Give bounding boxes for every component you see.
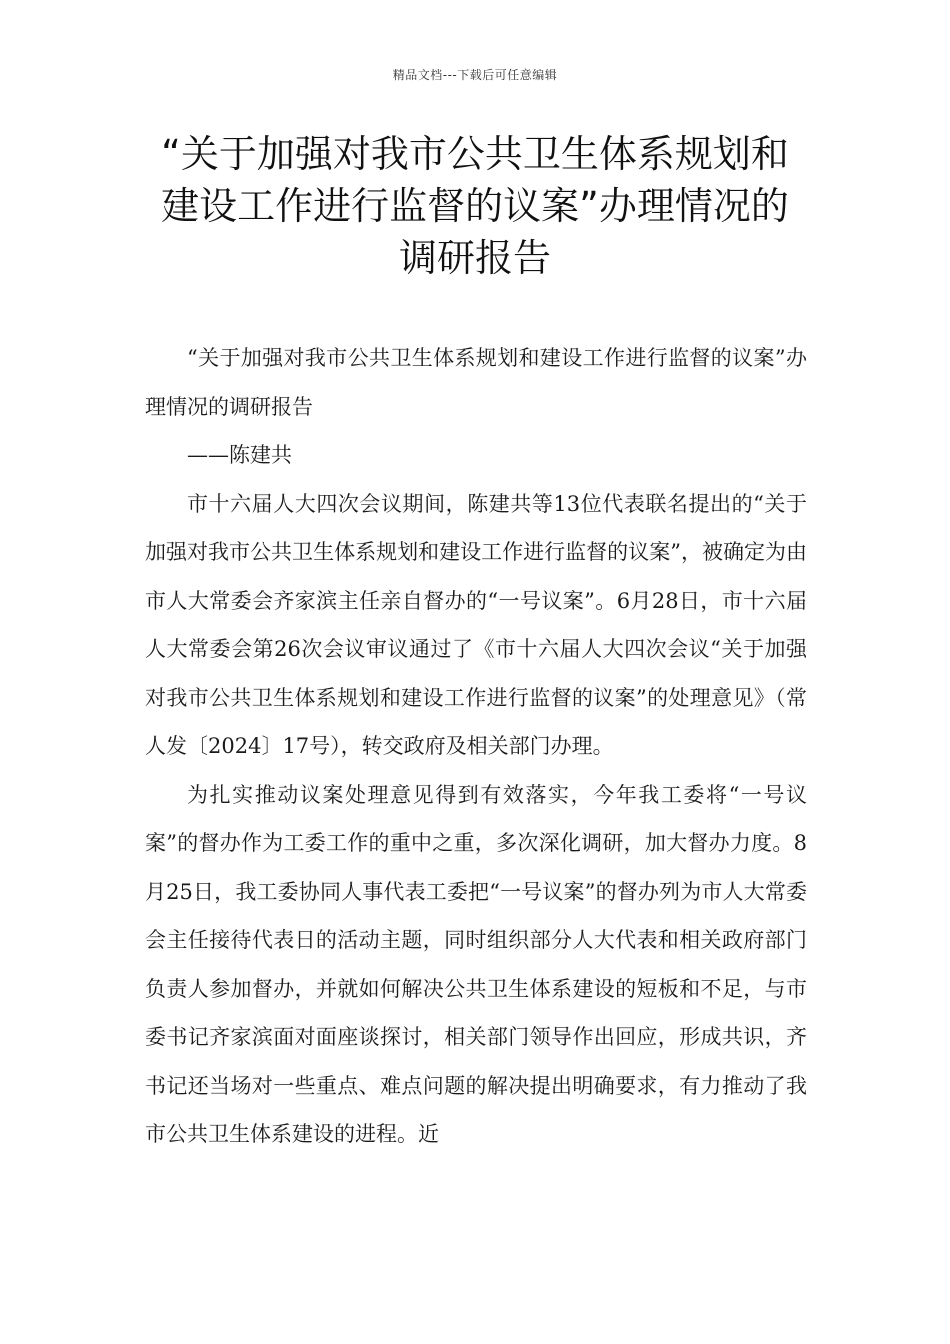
title-line: 调研报告	[398, 236, 551, 280]
title-line: 建设工作进行监督的议案”办理情况的	[161, 184, 789, 228]
header-note: 精品文档---下载后可任意编辑	[392, 68, 558, 82]
paragraph-subtitle: “关于加强对我市公共卫生体系规划和建设工作进行监督的议案”办理情况的调研报告	[145, 346, 807, 419]
document-body	[145, 334, 807, 1159]
title-line: “关于加强对我市公共卫生体系规划和	[161, 132, 789, 176]
paragraph-body: 市十六届人大四次会议期间，陈建共等13位代表联名提出的“关于加强对我市公共卫生体系规划和建设工作进行监督的议案”，被确定为由市人大常委会齐家滨主任亲自督办的“一号议案”。6月28日，市十六届人大常委会第26次会议审议通过了《市十六届人大四次会议“关于加强对我市公共卫生体系规划和建设工作进行监督的议案”的处理意见》（常人发〔2024〕17号），转交政府及相关部门办理。	[145, 491, 807, 758]
document-title	[140, 128, 810, 284]
paragraph-author: ——陈建共	[187, 443, 292, 467]
paragraph-body: 为扎实推动议案处理意见得到有效落实，今年我工委将“一号议案”的督办作为工委工作的重中之重，多次深化调研，加大督办力度。8月25日，我工委协同人事代表工委把“一号议案”的督办列为市人大常委会主任接待代表日的活动主题，同时组织部分人大代表和相关政府部门负责人参加督办，并就如何解决公共卫生体系建设的短板和不足，与市委书记齐家滨面对面座谈探讨，相关部门领导作出回应，形成共识，齐书记还当场对一些重点、难点问题的解决提出明确要求，有力推动了我市公共卫生体系建设的进程。近	[145, 782, 807, 1146]
